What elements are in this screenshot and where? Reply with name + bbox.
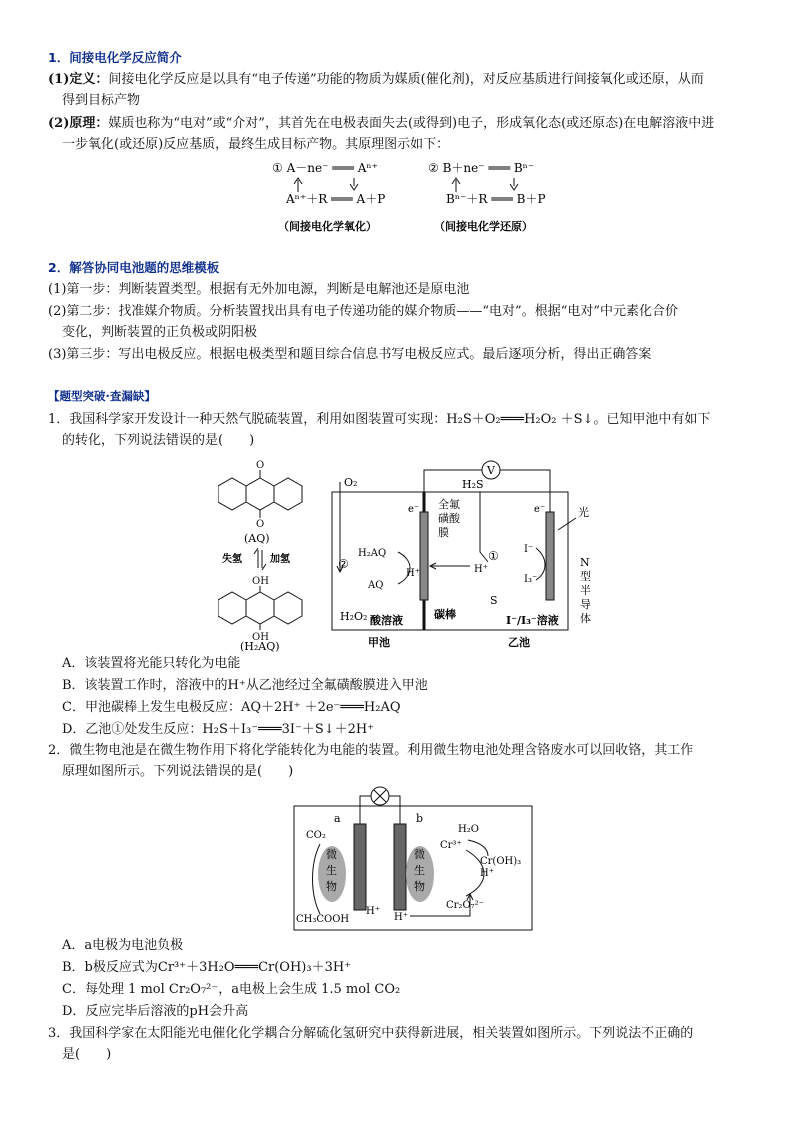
definition-text-2: 得到目标产物 xyxy=(62,93,141,108)
q2-option-a[interactable]: A．a电极为电池负极 xyxy=(62,938,184,953)
section-2-title: 2．解答协同电池题的思维模板 xyxy=(48,260,220,275)
principle-text: 媒质也称为“电对”或“介对”，其首先在电极表面失去(或得到)电子，形成氧化态(或还原态)在电解溶液中进 xyxy=(108,116,715,131)
q2-option-b[interactable]: B．b极反应式为Cr³⁺＋3H₂O═══Cr(OH)₃＋3H⁺ xyxy=(62,960,352,975)
h2aq-structure xyxy=(218,576,302,643)
practice-header: 【题型突破·查漏缺】 xyxy=(48,389,156,403)
q2-stem: 2．微生物电池是在微生物作用下将化学能转化为电能的装置。利用微生物电池处理含铬废水可以回收铬，其工作 xyxy=(48,743,694,758)
acetic-acid-label: CH₃COOH xyxy=(296,914,350,925)
electrode-b xyxy=(394,824,406,910)
q1-desulfurization-figure xyxy=(218,452,608,652)
lose-hydrogen-label: 失氢 xyxy=(222,554,242,565)
h2aq-label: (H₂AQ) xyxy=(240,640,280,652)
h2o2-label: H₂O₂ xyxy=(340,610,368,623)
sulfur-label: S xyxy=(490,594,498,607)
svg-text:OH: OH xyxy=(252,632,269,643)
oxidation-caption: （间接电化学氧化） xyxy=(278,220,377,233)
water-label: H₂O xyxy=(458,824,479,835)
add-hydrogen-label: 加氢 xyxy=(270,554,290,565)
n-label-1: N xyxy=(580,556,590,569)
hplus-left: H⁺ xyxy=(406,568,420,579)
step-2-cont: 变化，判断装置的正负极或阴阳极 xyxy=(62,325,258,340)
n-type-semiconductor xyxy=(546,512,554,600)
cell-jia-label: 甲池 xyxy=(368,636,390,649)
microbe-left-char-1: 微 xyxy=(326,848,337,861)
membrane-label-1: 全氟 xyxy=(438,498,460,511)
h2s-label: H₂S xyxy=(462,478,484,491)
co2-label: CO₂ xyxy=(306,830,326,841)
microbe-right-char-2: 生 xyxy=(414,864,425,877)
carbon-rod xyxy=(420,512,428,600)
o2-label: O₂ xyxy=(344,476,358,489)
step-1: (1)第一步：判断装置类型。根据有无外加电源，判断是电解池还是原电池 xyxy=(48,282,470,297)
svg-text:OH: OH xyxy=(252,576,269,587)
hplus-right: H⁺ xyxy=(474,564,488,575)
oxidation-eq-1: ① A－ne⁻ ═══ Aⁿ⁺ xyxy=(272,161,378,175)
chromium-ion-label: Cr³⁺ xyxy=(440,840,462,851)
definition-text: 间接电化学反应是以具有“电子传递”功能的物质为媒质(催化剂)，对反应基质进行间接氧化或还原，从而 xyxy=(108,72,704,87)
chromium-hydroxide-label: Cr(OH)₃ xyxy=(480,856,522,867)
h2aq-inner: H₂AQ xyxy=(358,548,387,559)
dichromate-label: Cr₂O₇²⁻ xyxy=(446,900,484,911)
iodide-solution-label: I⁻/I₃⁻溶液 xyxy=(506,614,559,627)
hplus-middle: H⁺ xyxy=(394,912,408,923)
membrane-label-3: 膜 xyxy=(438,526,449,539)
step-3: (3)第三步：写出电极反应。根据电极类型和题目综合信息书写电极反应式。最后逐项分析，得出正确答案 xyxy=(48,347,652,362)
reduction-eq-2: Bⁿ⁻＋R ═══ B＋P xyxy=(446,192,546,206)
microbe-right-char-1: 微 xyxy=(414,848,425,861)
q1-stem-2: 的转化，下列说法错误的是( ) xyxy=(62,433,255,448)
membrane-label-2: 磺酸 xyxy=(438,512,460,525)
microbe-left-char-3: 物 xyxy=(326,880,337,893)
section-1-title: 1．间接电化学反应简介 xyxy=(48,50,182,65)
hplus-right: H⁺ xyxy=(480,868,494,879)
electrode-a xyxy=(354,824,366,910)
definition-label: (1)定义： xyxy=(48,72,109,87)
q2-option-c[interactable]: C．每处理 1 mol Cr₂O₇²⁻，a电极上会生成 1.5 mol CO₂ xyxy=(62,982,401,997)
electrode-a-label: a xyxy=(334,812,341,825)
q2-stem-2: 原理如图所示。下列说法错误的是( ) xyxy=(62,764,294,779)
iodide-label: I⁻ xyxy=(524,544,534,555)
q2-option-d[interactable]: D．反应完毕后溶液的pH会升高 xyxy=(62,1004,249,1019)
definition-line xyxy=(48,70,704,90)
q1-option-a[interactable]: A．该装置将光能只转化为电能 xyxy=(62,656,241,671)
q3-stem-2: 是( ) xyxy=(62,1047,112,1062)
hplus-left: H⁺ xyxy=(366,906,380,917)
aq-label: (AQ) xyxy=(244,532,270,545)
acid-solution-label: 酸溶液 xyxy=(370,614,403,627)
reduction-caption: （间接电化学还原） xyxy=(434,220,533,233)
principle-line xyxy=(48,114,714,134)
n-label-2: 型 xyxy=(580,570,591,583)
triiodide-label: I₃⁻ xyxy=(524,574,538,585)
n-label-3: 半 xyxy=(580,584,591,597)
q3-stem: 3．我国科学家在太阳能光电催化化学耦合分解硫化氢研究中获得新进展，相关装置如图所示。下列说法不正确的 xyxy=(48,1026,694,1041)
principle-label: (2)原理： xyxy=(48,116,109,131)
light-label: 光 xyxy=(578,506,589,519)
e-label-1: e⁻ xyxy=(408,504,420,515)
circle-2-label: ② xyxy=(338,557,349,571)
mediator-principle-diagram xyxy=(260,156,560,238)
q1-option-b[interactable]: B．该装置工作时，溶液中的H⁺从乙池经过全氟磺酸膜进入甲池 xyxy=(62,678,428,693)
voltmeter-label: V xyxy=(487,464,495,477)
principle-text-2: 一步氧化(或还原)反应基质，最终生成目标产物。其原理图示如下： xyxy=(62,137,450,152)
electrode-b-label: b xyxy=(416,812,424,825)
carbon-rod-label: 碳棒 xyxy=(434,608,456,621)
reduction-eq-1: ② B＋ne⁻ ═══ Bⁿ⁻ xyxy=(428,161,535,175)
n-label-5: 体 xyxy=(580,612,591,625)
step-2: (2)第二步：找准媒介物质。分析装置找出具有电子传递功能的媒介物质——“电对”。根据“电对”中元素化合价 xyxy=(48,304,678,319)
circle-1-label: ① xyxy=(488,549,499,563)
e-label-2: e⁻ xyxy=(534,504,546,515)
microbe-left-char-2: 生 xyxy=(326,864,337,877)
q1-option-d[interactable]: D．乙池①处发生反应：H₂S＋I₃⁻═══3I⁻＋S↓＋2H⁺ xyxy=(62,722,375,737)
oxidation-eq-2: Aⁿ⁺＋R ═══ A＋P xyxy=(286,192,386,206)
q1-option-c[interactable]: C．甲池碳棒上发生电极反应：AQ＋2H⁺ ＋2e⁻═══H₂AQ xyxy=(62,700,401,715)
q1-stem: 1．我国科学家开发设计一种天然气脱硫装置，利用如图装置可实现：H₂S＋O₂═══H₂O₂ ＋S↓。已知甲池中有如下 xyxy=(48,412,711,427)
svg-text:O: O xyxy=(256,460,265,471)
n-label-4: 导 xyxy=(580,598,591,611)
cell-yi-label: 乙池 xyxy=(508,636,530,649)
svg-text:O: O xyxy=(256,519,265,530)
microbe-right-char-3: 物 xyxy=(414,880,425,893)
aq-inner: AQ xyxy=(368,580,384,591)
aq-structure xyxy=(218,460,302,530)
q2-microbial-cell-figure xyxy=(290,784,540,934)
